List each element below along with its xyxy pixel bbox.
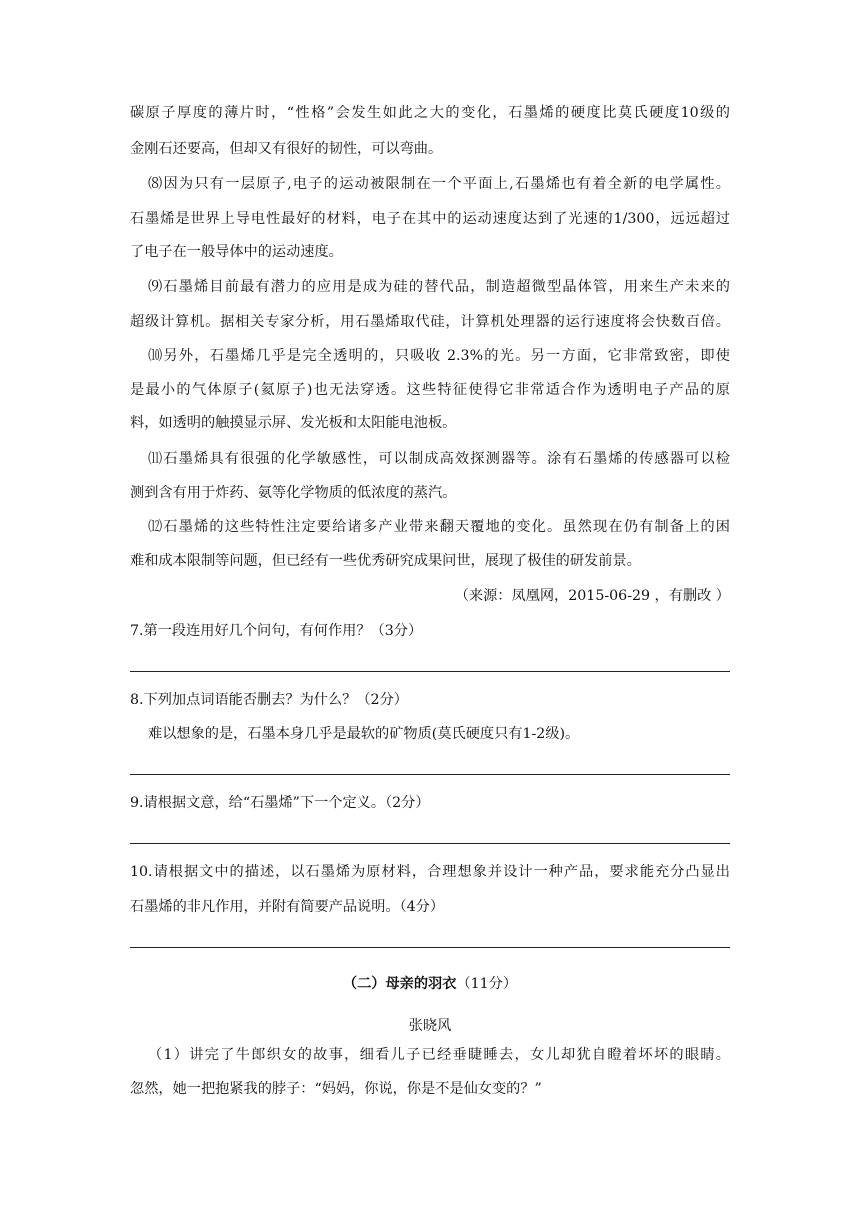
q8-sentence-before: 难以想象的是，石墨本身 — [148, 726, 305, 742]
paragraph-8-line-2: 石墨烯是世界上导电性最好的材料，电子在其中的运动速度达到了光速的1/300，远远超过 — [130, 211, 730, 227]
q8-dotted-char-2: 乎 — [318, 726, 333, 742]
answer-line-9 — [130, 843, 730, 844]
paragraph-8-line-3: 了电子在一般导体中的运动速度。 — [130, 244, 343, 260]
paragraph-8-line-1: ⑻因为只有一层原子,电子的运动被限制在一个平面上,石墨烯也有着全新的电学属性。 — [148, 176, 730, 192]
section-2-heading — [130, 974, 730, 994]
paragraph-11-line-1: ⑾石墨烯具有很强的化学敏感性，可以制成高效探测器等。涂有石墨烯的传感器可以检 — [148, 451, 730, 467]
section-2-author: 张晓风 — [408, 1018, 452, 1034]
question-9: 9.请根据文意，给“石墨烯”下一个定义。（2分） — [130, 795, 430, 811]
paragraph-12-line-2: 难和成本限制等问题，但已经有一些优秀研究成果问世，展现了极佳的研发前景。 — [130, 553, 641, 569]
answer-line-7 — [130, 671, 730, 672]
paragraph-7-line-2: 金刚石还要高，但却又有很好的韧性，可以弯曲。 — [130, 141, 443, 157]
paragraph-9-line-2: 超级计算机。据相关专家分析，用石墨烯取代硅，计算机处理器的运行速度将会快数百倍。 — [130, 314, 730, 330]
question-8: 8.下列加点词语能否删去？为什么？（2分） — [130, 692, 408, 708]
question-8-sentence — [148, 724, 730, 744]
answer-line-10 — [130, 947, 730, 948]
section-2-paragraph-1-line-2: 忽然，她一把抱紧我的脖子：“妈妈，你说，你是不是仙女变的？” — [130, 1081, 542, 1097]
paragraph-10-line-2: 是最小的气体原子(氦原子)也无法穿透。这些特征使得它非常适合作为透明电子产品的原 — [130, 382, 730, 398]
paragraph-10-line-3: 料，如透明的触摸显示屏、发光板和太阳能电池板。 — [130, 415, 457, 431]
question-10-line-1: 10.请根据文中的描述，以石墨烯为原材料，合理想象并设计一种产品，要求能充分凸显出 — [130, 864, 730, 880]
paragraph-7-line-1: 碳原子厚度的薄片时，“性格”会发生如此之大的变化，石墨烯的硬度比莫氏硬度10级的 — [130, 105, 730, 121]
paragraph-12-line-1: ⑿石墨烯的这些特性注定要给诸多产业带来翻天覆地的变化。虽然现在仍有制备上的困 — [148, 519, 730, 535]
section-2-score: （11分） — [456, 976, 518, 992]
paragraph-10-line-1: ⑽另外，石墨烯几乎是完全透明的，只吸收 2.3%的光。另一方面，它非常致密，即使 — [148, 348, 730, 364]
question-7: 7.第一段连用好几个问句，有何作用？（3分） — [130, 623, 423, 639]
answer-line-8 — [130, 774, 730, 775]
q8-sentence-after: 是最软的矿物质(莫氏硬度只有1-2级)。 — [332, 726, 580, 742]
paragraph-9-line-1: ⑼石墨烯目前最有潜力的应用是成为硅的替代品，制造超微型晶体管，用来生产未来的 — [148, 279, 730, 295]
paragraph-11-line-2: 测到含有用于炸药、氨等化学物质的低浓度的蒸汽。 — [130, 485, 457, 501]
article-source: （来源：凤凰网，2015-06-29 ，有删改 ） — [454, 588, 730, 604]
section-2-title: （二）母亲的羽衣 — [342, 976, 457, 992]
q8-dotted-char-1: 几 — [304, 726, 319, 742]
question-10-line-2: 石墨烯的非凡作用，并附有简要产品说明。（4分） — [130, 899, 445, 915]
section-2-paragraph-1-line-1: （1）讲完了牛郎织女的故事，细看儿子已经垂睫睡去，女儿却犹自瞪着坏坏的眼睛。 — [148, 1047, 730, 1063]
